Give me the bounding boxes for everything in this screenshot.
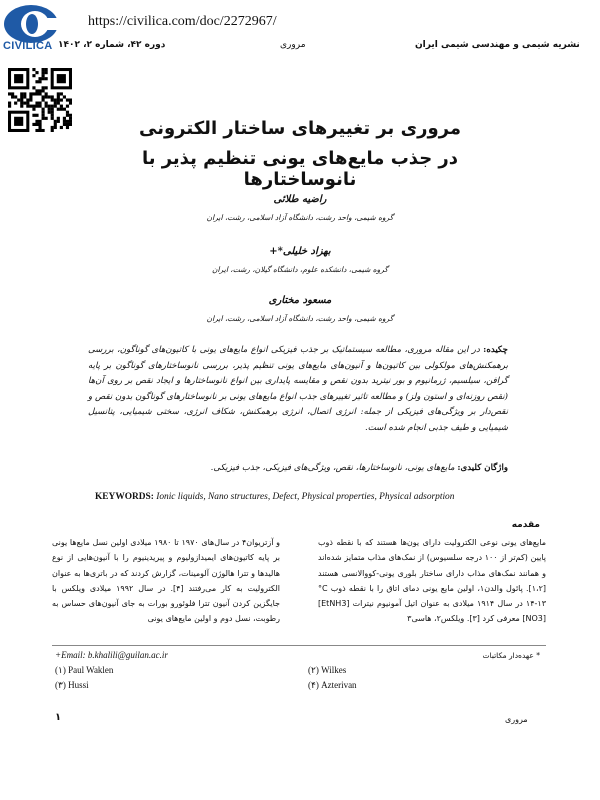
footnote-corresponding: * عهده‌دار مکاتبات: [482, 651, 540, 660]
civilica-logo-text: CIVILICA: [3, 40, 53, 52]
intro-column-right: مایع‌های یونی نوعی الکترولیت دارای یون‌ها هستند که با نقطه ذوب پایین (کم‌تر از ۱۰۰ درجه سلسیوس) از نمک‌های مذاب متمایز شده‌اند و همانند نمک‌های مذاب دارای ساختار بلوری یونی-کووالانسی هستند [۱،۲]. پائول والدن۱، اولین مایع یونی دمای اتاق را با نقطه ذوب ‎°C‎ ۱۴-۱۳ در سال ۱۹۱۴ میلادی به عنوان اتیل آمونیوم نیترات [EtNH3][NO3] معرفی کرد [۳]. ویلکس۲، هاسی۳: [318, 538, 546, 624]
abstract: [88, 343, 508, 436]
qr-code-graphic: [8, 68, 72, 132]
author-affiliation: گروه شیمی، واحد رشت، دانشگاه آزاد اسلامی، رشت، ایران: [206, 213, 394, 222]
keywords-en-text: Ionic liquids, Nano structures, Defect, Physical properties, Physical adsorption: [156, 492, 455, 502]
author-name: راضیه طلائی: [273, 194, 327, 205]
footnote-divider: [52, 645, 546, 646]
footnote-1: (۱) Paul Waklen: [55, 665, 114, 675]
intro-column-left: و آزتریوان۴ در سال‌های ۱۹۷۰ تا ۱۹۸۰ میلادی اولین نسل مایع‌ها یونی بر پایه کاتیون‌های ایمیدازولیوم و پیریدینیوم را با آنیون‌هایی از نوع هالیدها و تترا هالوژن آلومینات، گزارش کردند که در باتری‌ها به عنوان الکترولیت به کار می‌رفتند [۴]. در سال ۱۹۹۲ میلادی ویلکس با جایگزین کردن آنیون تترا فلوئورو بورات به جای آنیون‌های حساس به رطوبت، نسل دوم و اولین مایع‌های یونی: [52, 538, 281, 624]
abstract-label: چکیده:: [483, 345, 508, 355]
footnote-4: (۴) Azterivan: [308, 680, 357, 690]
footnote-email[interactable]: +Email: b.khalili@guilan.ac.ir: [55, 650, 168, 660]
civilica-c-icon: [2, 4, 60, 44]
journal-name: نشریه شیمی و مهندسی شیمی ایران: [415, 40, 580, 50]
document-url[interactable]: https://civilica.com/doc/2272967/: [88, 14, 277, 29]
abstract-text: در این مقاله مروری، مطالعه سیستماتیک بر جذب فیزیکی انواع مایع‌های یونی با کاتیون‌های گوناگون، بررسی برهمکنش‌های مولکولی بین کاتیون‌ها و آنیون‌های مایع‌های یونی تنظیم پذیر، بررسی نانوساختارهای گوناگون بر پایه گرافن، سیلسیم، ژرمانیوم و بور نیترید بدون نقص و مقایسه پایداری بین انواع نانوساختارها و ایجاد نقص بر روی آن‌ها (نقص روزنه‌ای و استون ولز) و مطالعه تاثیر تغییرهای جذب انواع مایع‌های یونی بر نانوساختارهای گوناگون بدون نقص و نقص‌دار بر ویژگی‌های فیزیکی از جمله: انرژی اتصال، انرژی برهمکنش، شکاف انرژی، سختی شیمیایی، پتانسیل شیمیایی و طیف جذبی انجام شده است.: [88, 345, 508, 433]
footnote-3: (۳) Hussi: [55, 680, 89, 690]
article-type: مروری: [280, 40, 306, 50]
author-name: بهزاد خلیلی*+: [269, 246, 331, 257]
keywords-fa-text: مایع‌های یونی، نانوساختارها، نقص، ویژگی‌های فیزیکی، جذب فیزیکی.: [210, 463, 455, 473]
paper-title-line-2: در جذب مایع‌های یونی تنظیم پذیر با نانوساختارها: [141, 148, 459, 190]
issue-info: دوره ۴۲، شماره ۲، ۱۴۰۲: [58, 40, 166, 50]
author-affiliation: گروه شیمی، دانشکده علوم، دانشگاه گیلان، رشت، ایران: [212, 265, 388, 274]
keywords-fa-label: واژگان کلیدی:: [457, 463, 508, 473]
author-name: مسعود مختاری: [268, 295, 332, 306]
author-affiliation: گروه شیمی، واحد رشت، دانشگاه آزاد اسلامی، رشت، ایران: [206, 314, 394, 323]
paper-title-line-1: مروری بر تغییرهای ساختار الکترونی: [139, 118, 461, 139]
keywords-english: [95, 492, 454, 502]
page-number: ۱: [55, 712, 62, 723]
qr-code-icon[interactable]: [8, 68, 72, 132]
keywords-en-label: KEYWORDS:: [95, 492, 154, 502]
footer-article-type: مروری: [505, 715, 528, 724]
section-heading-introduction: مقدمه: [511, 520, 540, 530]
keywords-persian: [140, 463, 508, 473]
footnote-2: (۲) Wilkes: [308, 665, 347, 675]
